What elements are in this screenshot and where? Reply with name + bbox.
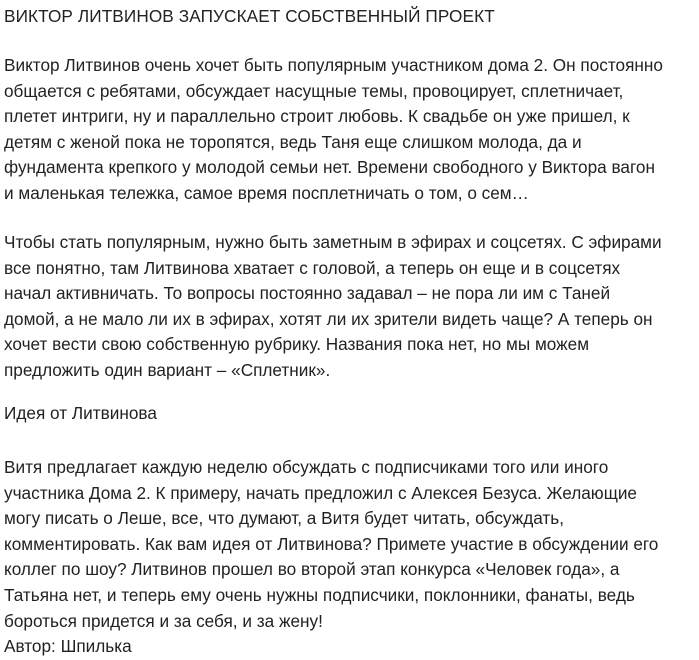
text-line: хочет вести свою собственную рубрику. Названия пока нет, но мы можем <box>4 334 590 355</box>
text-line: фундамента крепкого у молодой семьи нет. Времени свободного у Виктора вагон <box>4 157 655 178</box>
text-line: и маленькая тележка, самое время посплетничать о том, о сем… <box>4 182 529 203</box>
text-line: комментировать. Как вам идея от Литвинова? Примете участие в обсуждении его <box>4 533 659 554</box>
text-line: бороться придется и за себя, и за жену! <box>4 610 323 631</box>
text-line: Татьяна нет, и теперь ему очень нужны подписчики, поклонники, фанаты, ведь <box>4 584 635 605</box>
section-subheading <box>4 401 157 427</box>
author-line: Автор: Шпилька <box>4 636 132 657</box>
text-line: детям с женой пока не торопятся, ведь Таня еще слишком молода, да и <box>4 131 582 152</box>
text-line: плетет интриги, ну и параллельно строит любовь. К свадьбе он уже пришел, к <box>4 106 630 127</box>
text-line: участника Дома 2. К примеру, начать предложил с Алексея Безуса. Желающие <box>4 482 637 503</box>
text-line: коллег по шоу? Литвинов прошел во второй этап конкурса «Человек года», а <box>4 559 620 580</box>
text-line: Витя предлагает каждую неделю обсуждать с подписчиками того или иного <box>4 457 609 477</box>
text-line: могу писать о Леше, все, что думают, а Витя будет читать, обсуждать, <box>4 508 565 529</box>
paragraph-popularity <box>4 230 662 384</box>
paragraph-idea <box>4 455 658 660</box>
text-line: общается с ребятами, обсуждает насущные темы, провоцирует, сплетничает, <box>4 80 624 101</box>
article-title: ВИКТОР ЛИТВИНОВ ЗАПУСКАЕТ СОБСТВЕННЫЙ ПРОЕКТ <box>4 6 495 26</box>
text-line: начал активничать. То вопросы постоянно задавал – не пора ли им с Таней <box>4 283 611 304</box>
text-line: все понятно, там Литвинова хватает с головой, а теперь он еще и в соцсетях <box>4 257 621 278</box>
subheading-text: Идея от Литвинова <box>4 403 157 423</box>
text-line: Чтобы стать популярным, нужно быть заметным в эфирах и соцсетях. С эфирами <box>4 232 662 252</box>
text-line: домой, а не мало ли их в эфирах, хотят ли их зрители видеть чаще? А теперь он <box>4 308 653 329</box>
text-line: предложить один вариант – «Сплетник». <box>4 359 331 380</box>
text-line: Виктор Литвинов очень хочет быть популярным участником дома 2. Он постоянно <box>4 55 663 75</box>
paragraph-intro <box>4 53 663 207</box>
